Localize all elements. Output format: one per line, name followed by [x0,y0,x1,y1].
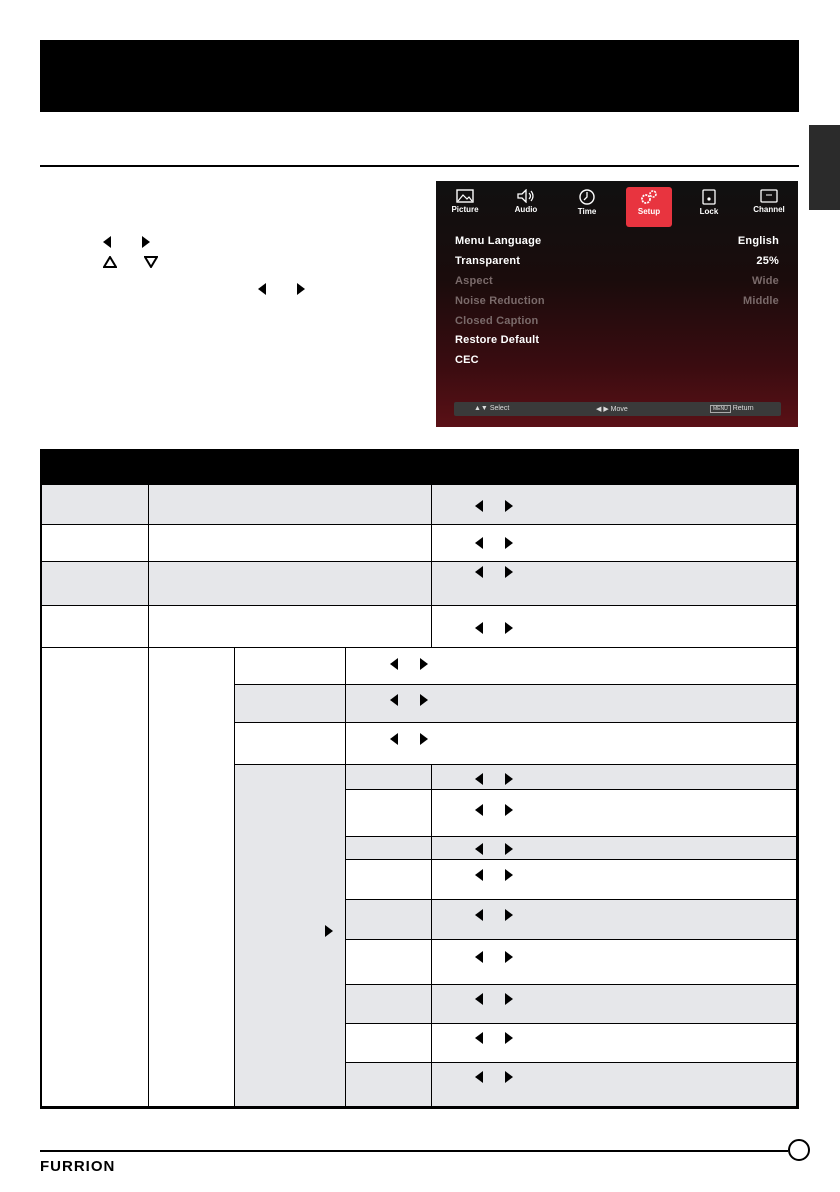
page-number-badge [788,1139,810,1161]
channel-icon [760,189,778,203]
menu-row-transparent[interactable]: Transparent 25% [455,255,779,267]
left-arrow-icon [475,951,483,963]
picture-icon [456,189,474,203]
left-arrow-icon [475,500,483,512]
menu-row-aspect: Aspect Wide [455,275,779,287]
left-arrow-icon [390,658,398,670]
right-arrow-icon [325,925,333,937]
right-arrow-icon [505,500,513,512]
menu-row-language[interactable]: Menu Language English [455,235,779,247]
right-arrow-icon [505,993,513,1005]
right-arrow-icon [142,236,150,248]
tab-channel[interactable]: Channel [746,187,792,227]
left-arrow-icon [475,566,483,578]
speaker-icon [516,189,536,203]
right-arrow-icon [420,694,428,706]
right-arrow-icon [505,909,513,921]
select-hint: ▲▼ Select [474,405,510,412]
language-side-tab [809,125,840,210]
clock-icon [578,189,596,205]
left-arrow-icon [475,622,483,634]
left-arrow-icon [390,733,398,745]
right-arrow-icon [505,566,513,578]
left-arrow-icon [475,804,483,816]
left-arrow-icon [103,236,111,248]
right-arrow-icon [505,1032,513,1044]
right-arrow-icon [420,733,428,745]
left-arrow-icon [475,869,483,881]
right-arrow-icon [505,804,513,816]
section-header-bar [40,40,799,112]
menu-row-closed-caption: Closed Caption [455,315,539,327]
table-header [40,449,799,485]
right-arrow-icon [505,622,513,634]
right-arrow-icon [505,773,513,785]
right-arrow-icon [505,537,513,549]
left-arrow-icon [475,537,483,549]
footer-rule [40,1150,788,1152]
menu-row-cec[interactable]: CEC [455,354,479,366]
gears-icon [639,189,659,205]
section-divider [40,165,799,167]
tab-setup[interactable]: Setup [626,187,672,227]
tab-picture[interactable]: Picture [442,187,488,227]
up-arrow-icon [103,256,117,268]
left-arrow-icon [475,993,483,1005]
menu-row-restore-default[interactable]: Restore Default [455,334,540,346]
right-arrow-icon [297,283,305,295]
left-arrow-icon [258,283,266,295]
tab-lock[interactable]: Lock [686,187,732,227]
right-arrow-icon [505,1071,513,1083]
right-arrow-icon [505,869,513,881]
menu-footer-hints [454,402,781,416]
left-arrow-icon [475,1071,483,1083]
return-hint: MENU Return [710,405,754,412]
menu-row-noise-reduction: Noise Reduction Middle [455,295,779,307]
lock-icon [702,189,716,205]
left-arrow-icon [475,843,483,855]
tab-audio[interactable]: Audio [503,187,549,227]
left-arrow-icon [475,1032,483,1044]
right-arrow-icon [420,658,428,670]
right-arrow-icon [505,951,513,963]
left-arrow-icon [390,694,398,706]
tab-time[interactable]: Time [564,187,610,227]
left-arrow-icon [475,773,483,785]
table-frame [40,485,799,1109]
brand-logo: FURRION [40,1158,116,1175]
left-arrow-icon [475,909,483,921]
tv-setup-menu [436,181,798,427]
right-arrow-icon [505,843,513,855]
down-arrow-icon [144,256,158,268]
move-hint: ◀ ▶ Move [596,406,628,413]
